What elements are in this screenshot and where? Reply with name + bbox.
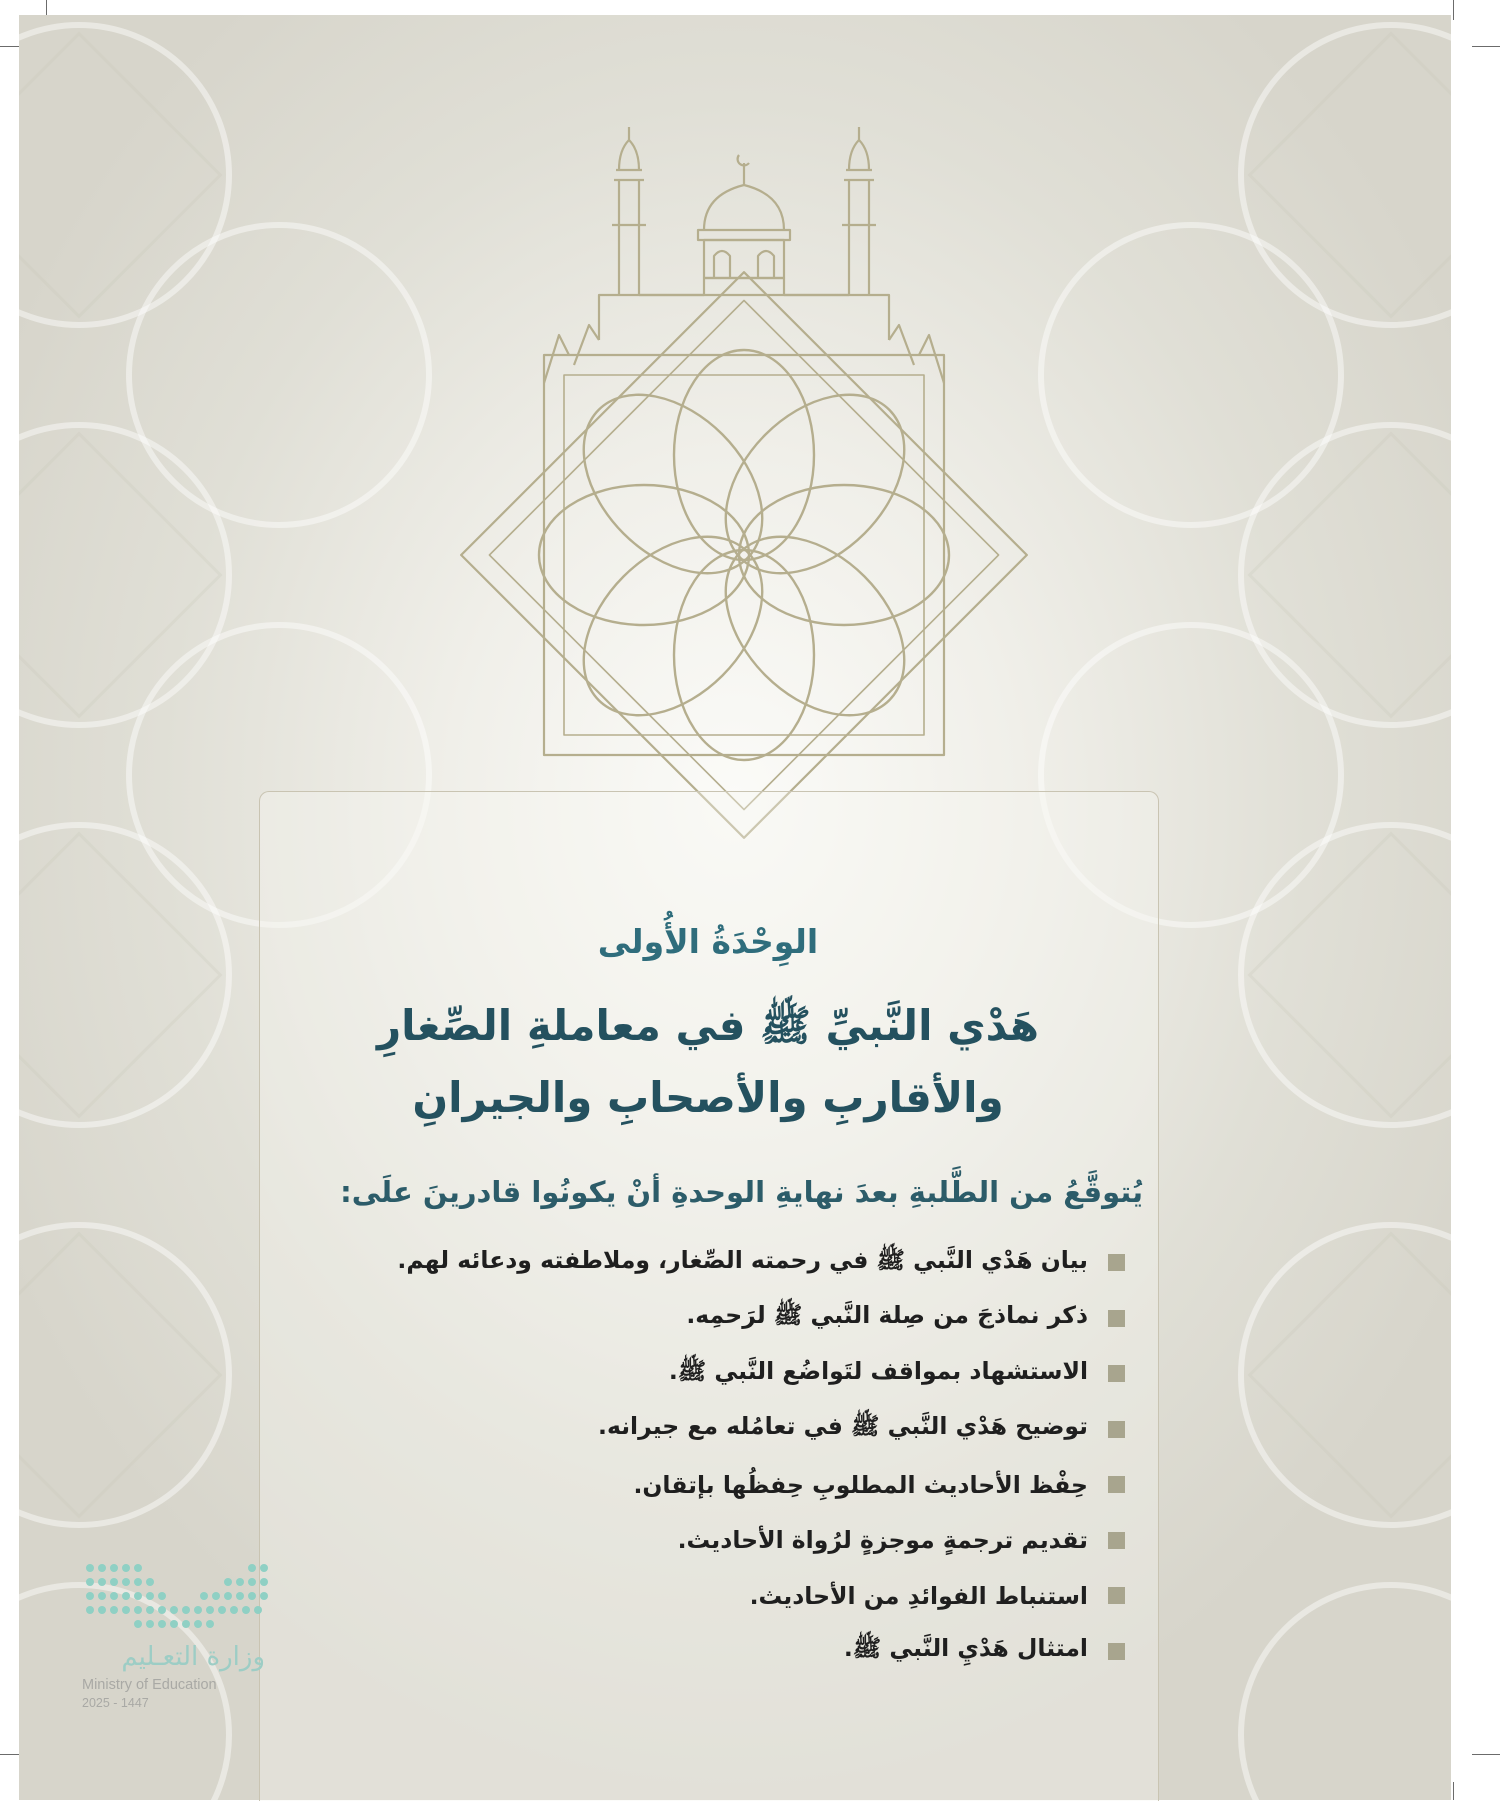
objective-text: بيان هَدْي النَّبي ﷺ في رحمته الصِّغار، وملاطفته ودعائه لهم. (397, 1245, 1088, 1274)
objectives-list (280, 1235, 1125, 1679)
list-item (280, 1624, 1125, 1680)
crop-mark-top-right-v (1453, 0, 1454, 20)
square-bullet-icon (1108, 1310, 1125, 1327)
crop-mark-bottom-right-v (1453, 1782, 1454, 1800)
ministry-logo-dots-icon (80, 1560, 270, 1640)
ministry-name-english: Ministry of Education (82, 1677, 217, 1693)
unit-label: الوِحْدَةُ الأُولى (597, 922, 819, 961)
crop-mark-top-right-h (1472, 46, 1500, 47)
objective-text: تقديم ترجمةٍ موجزةٍ لرُواة الأحاديث. (677, 1526, 1088, 1555)
objective-text: استنباط الفوائدِ من الأحاديث. (749, 1581, 1088, 1610)
square-bullet-icon (1108, 1365, 1125, 1382)
list-item (280, 1402, 1125, 1458)
objective-text: حِفْظ الأحاديث المطلوبِ حِفظُها بإتقان. (633, 1470, 1088, 1499)
list-item (280, 1291, 1125, 1347)
objective-text: امتثال هَدْيِ النَّبي ﷺ. (843, 1634, 1088, 1663)
square-bullet-icon (1108, 1587, 1125, 1604)
unit-title-line-1: هَدْي النَّبيِّ ﷺ في معاملةِ الصِّغارِ (377, 1001, 1039, 1050)
list-item (280, 1457, 1125, 1513)
crop-mark-bottom-right-h (1472, 1754, 1500, 1755)
list-item (280, 1513, 1125, 1569)
objective-text: الاستشهاد بمواقف لتَواضُع النَّبي ﷺ. (668, 1356, 1088, 1385)
ministry-name-arabic: وزارة التعـليم (121, 1642, 265, 1672)
list-item (280, 1346, 1125, 1402)
objective-text: ذكر نماذجَ من صِلة النَّبي ﷺ لرَحمِه. (686, 1301, 1088, 1330)
unit-title (259, 990, 1157, 1134)
square-bullet-icon (1108, 1532, 1125, 1549)
list-item (280, 1568, 1125, 1624)
square-bullet-icon (1108, 1476, 1125, 1493)
square-bullet-icon (1108, 1643, 1125, 1660)
objective-text: توضيح هَدْي النَّبي ﷺ في تعامُله مع جيرانه. (598, 1412, 1088, 1441)
mosque-ornament-icon (414, 125, 1074, 885)
ministry-logo (80, 1560, 280, 1730)
unit-title-line-2: والأقاربِ والأصحابِ والجيرانِ (412, 1073, 1004, 1122)
objectives-intro: يُتوقَّعُ من الطَّلبةِ بعدَ نهايةِ الوحدةِ أنْ يكونُوا قادرينَ علَى: (340, 1175, 1143, 1209)
square-bullet-icon (1108, 1421, 1125, 1438)
list-item (280, 1235, 1125, 1291)
ministry-year: 2025 - 1447 (82, 1696, 149, 1710)
square-bullet-icon (1108, 1254, 1125, 1271)
